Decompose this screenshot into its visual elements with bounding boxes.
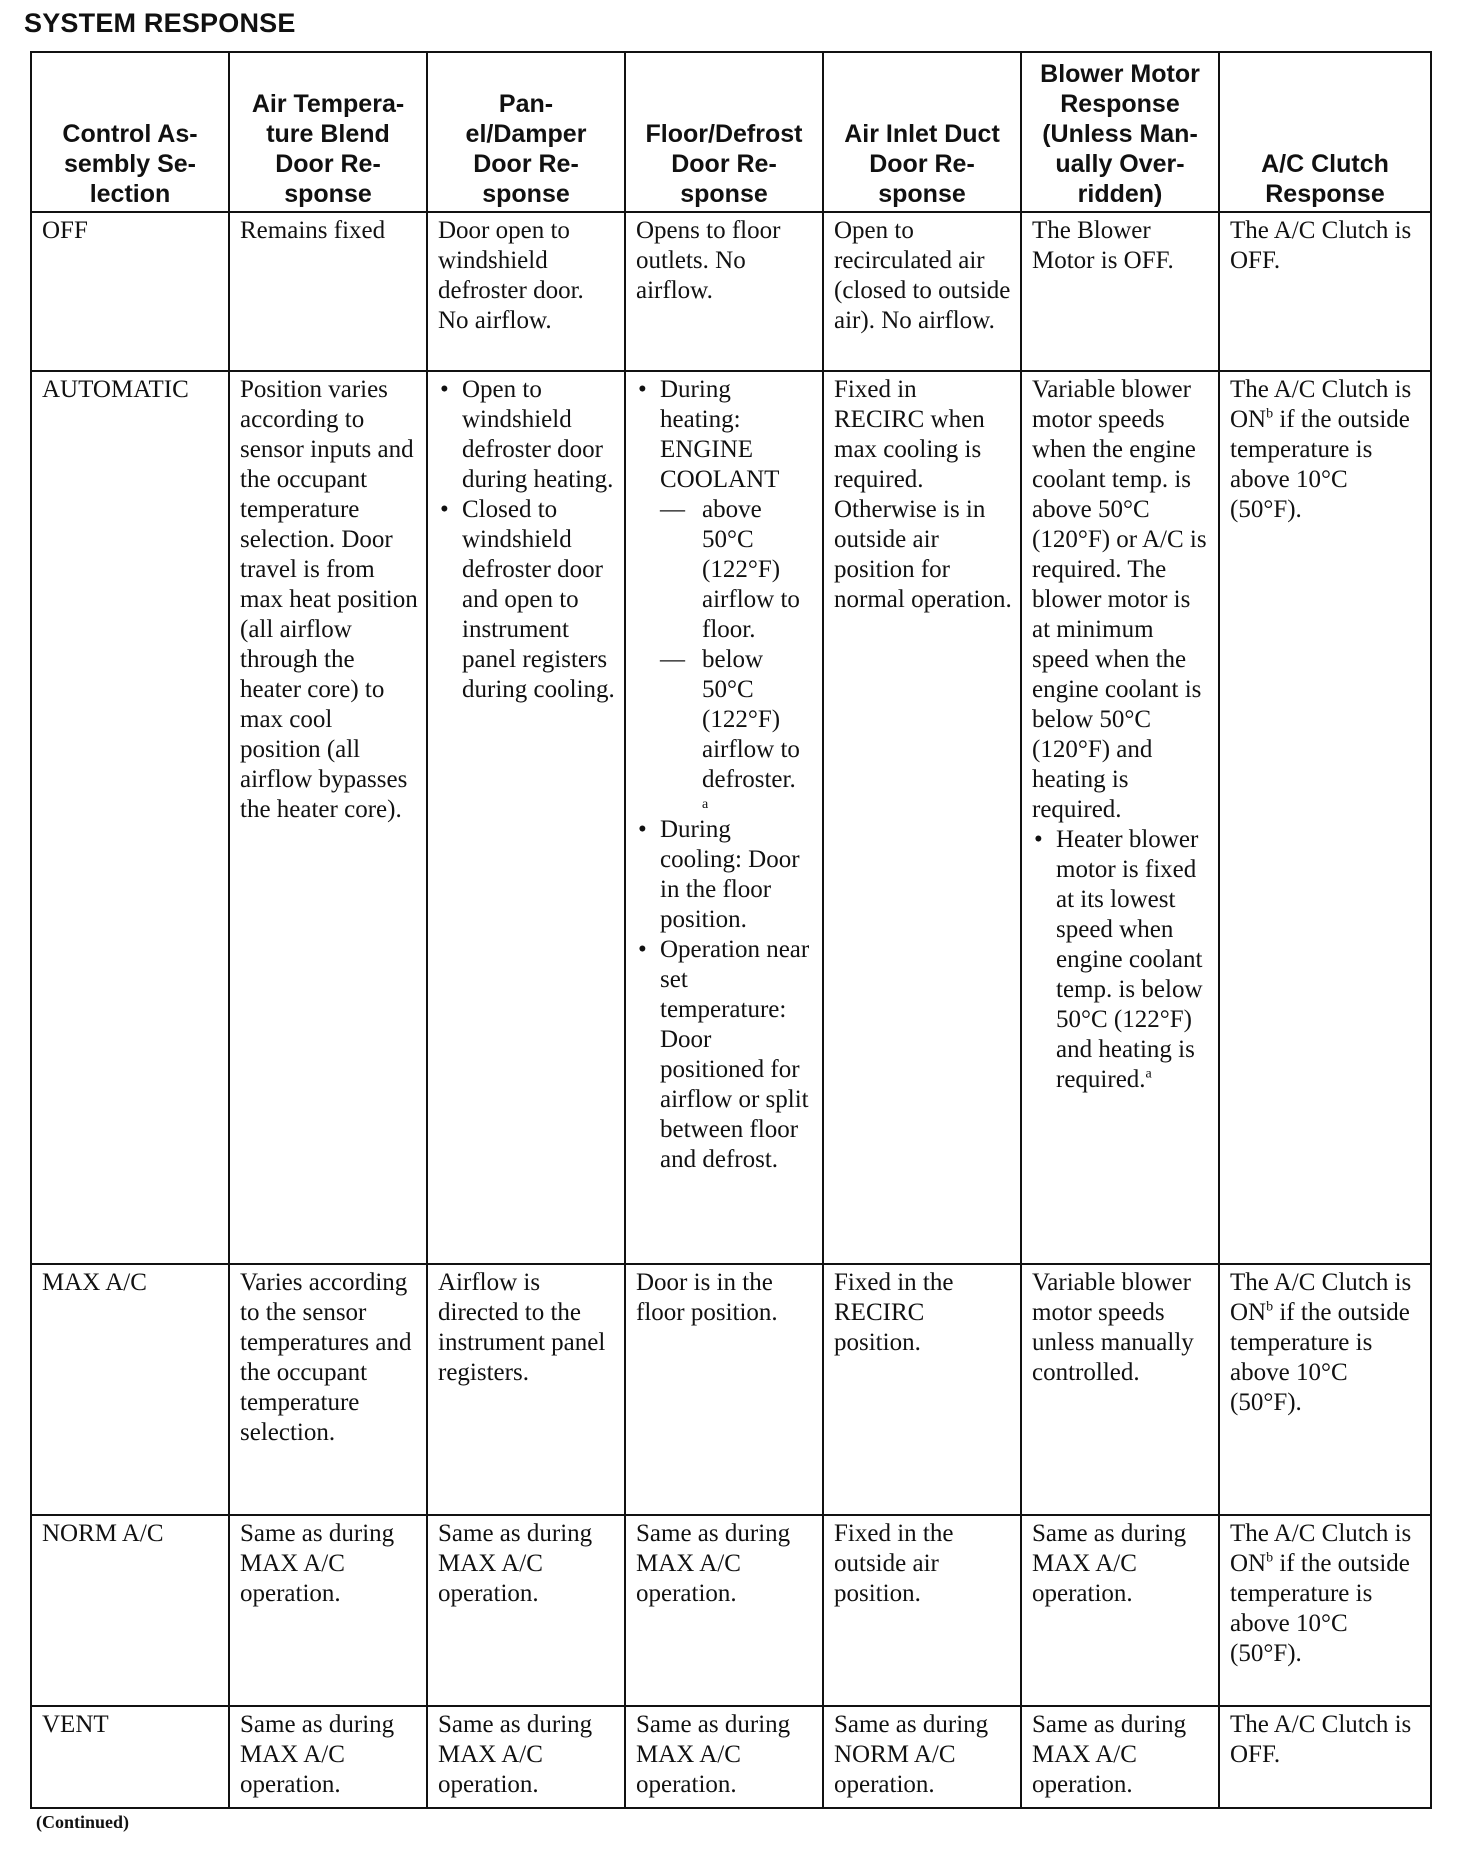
- continued-note: (Continued): [36, 1812, 130, 1832]
- header-text: Blower Motor Response (Unless Man- ually Over- ridden): [1040, 60, 1200, 208]
- col-header-ac-clutch: [1219, 52, 1431, 212]
- list-item: [1032, 825, 1210, 1095]
- header-text: Pan- el/Damper Door Re- sponse: [465, 90, 587, 208]
- clutch-text-rest: if the outside temperature is above 10°C (50°F).: [1230, 1299, 1410, 1416]
- cell-floor: Same as during MAX A/C operation.: [625, 1515, 823, 1706]
- col-header-control-selection: [31, 52, 229, 212]
- list-item: • Closed to windshield defroster door and open to instrument panel registers during cooling.: [438, 495, 616, 705]
- clutch-text-rest: if the outside temperature is above 10°C (50°F).: [1230, 406, 1410, 523]
- list-item: • Open to windshield defroster door during heating.: [438, 375, 616, 495]
- list-item: [636, 375, 814, 815]
- footnote-marker: b: [1266, 406, 1274, 422]
- cell-clutch: [1219, 1264, 1431, 1515]
- cell-panel: Same as during MAX A/C operation.: [427, 1706, 625, 1808]
- cell-panel: [427, 371, 625, 1264]
- cell-blower: The Blower Motor is OFF.: [1021, 212, 1219, 371]
- cell-blower: Same as during MAX A/C operation.: [1021, 1515, 1219, 1706]
- table-row-off: [31, 212, 1431, 371]
- cell-floor: Door is in the floor position.: [625, 1264, 823, 1515]
- cell-blend: Remains fixed: [229, 212, 427, 371]
- system-response-table: [30, 51, 1432, 1809]
- bullet-list: [438, 375, 616, 705]
- list-item: — above 50°C (122°F) airflow to floor.: [660, 495, 814, 645]
- cell-panel: Same as during MAX A/C operation.: [427, 1515, 625, 1706]
- cell-inlet: Fixed in RECIRC when max cooling is required. Otherwise is in outside air position for normal operation.: [823, 371, 1021, 1264]
- cell-blower: Same as during MAX A/C operation.: [1021, 1706, 1219, 1808]
- header-row: [31, 52, 1431, 212]
- dash-list: [660, 495, 814, 795]
- blower-item-text: Heater blower motor is fixed at its lowest speed when engine coolant temp. is below 50°C (122°F) and heating is required.: [1056, 826, 1203, 1093]
- col-header-blower-motor: [1021, 52, 1219, 212]
- table-row-norm-ac: [31, 1515, 1431, 1706]
- footnote-marker: b: [1266, 1550, 1274, 1566]
- col-header-panel-damper-door: [427, 52, 625, 212]
- cell-inlet: Open to recirculated air (closed to outside air). No airflow.: [823, 212, 1021, 371]
- cell-clutch: The A/C Clutch is OFF.: [1219, 212, 1431, 371]
- blower-text: Variable blower motor speeds when the engine coolant temp. is above 50°C (120°F) or A/C is required. The blower motor is at minimum speed when the engine coolant is below 50°C (120°F) and heating is required.: [1032, 376, 1207, 823]
- cell-selection: MAX A/C: [31, 1264, 229, 1515]
- cell-floor: Same as during MAX A/C operation.: [625, 1706, 823, 1808]
- clutch-text: The A/C Clutch is ON: [1230, 1520, 1412, 1577]
- clutch-text-rest: if the outside temperature is above 10°C (50°F).: [1230, 1550, 1410, 1667]
- cell-blend: Same as during MAX A/C operation.: [229, 1706, 427, 1808]
- cell-inlet: Fixed in the outside air position.: [823, 1515, 1021, 1706]
- cell-clutch: The A/C Clutch is OFF.: [1219, 1706, 1431, 1808]
- cell-blower: Variable blower motor speeds unless manually controlled.: [1021, 1264, 1219, 1515]
- clutch-text: The A/C Clutch is ON: [1230, 1269, 1412, 1326]
- clutch-text: The A/C Clutch is ON: [1230, 376, 1412, 433]
- cell-panel: Door open to windshield defroster door. No airflow.: [427, 212, 625, 371]
- list-item: • During cooling: Door in the floor position.: [636, 815, 814, 935]
- cell-floor: [625, 371, 823, 1264]
- cell-blend: Same as during MAX A/C operation.: [229, 1515, 427, 1706]
- cell-inlet: Fixed in the RECIRC position.: [823, 1264, 1021, 1515]
- col-header-air-inlet-door: [823, 52, 1021, 212]
- table-row-max-ac: [31, 1264, 1431, 1515]
- cell-selection: OFF: [31, 212, 229, 371]
- cell-inlet: Same as during NORM A/C operation.: [823, 1706, 1021, 1808]
- table-row-automatic: [31, 371, 1431, 1264]
- col-header-floor-defrost-door: [625, 52, 823, 212]
- header-text: Air Tempera- ture Blend Door Re- sponse: [251, 90, 405, 208]
- col-header-blend-door: [229, 52, 427, 212]
- header-text: Control As- sembly Se- lection: [62, 120, 198, 208]
- header-text: Floor/Defrost Door Re- sponse: [645, 120, 803, 208]
- cell-selection: NORM A/C: [31, 1515, 229, 1706]
- list-item: — below 50°C (122°F) airflow to defroster.: [660, 645, 814, 795]
- page-title: SYSTEM RESPONSE: [24, 8, 296, 38]
- footnote-marker: b: [1266, 1299, 1274, 1315]
- heating-label: During heating: ENGINE COOLANT: [660, 376, 780, 493]
- list-item: • Operation near set temperature: Door positioned for airflow or split between floor and defrost.: [636, 935, 814, 1175]
- cell-clutch: [1219, 1515, 1431, 1706]
- cell-blower: [1021, 371, 1219, 1264]
- cell-floor: Opens to floor outlets. No airflow.: [625, 212, 823, 371]
- footnote-marker: a: [702, 797, 709, 812]
- bullet-list: [636, 375, 814, 1175]
- header-text: A/C Clutch Response: [1261, 150, 1389, 208]
- footnote-marker: a: [1145, 1066, 1152, 1082]
- cell-selection: VENT: [31, 1706, 229, 1808]
- cell-clutch: [1219, 371, 1431, 1264]
- header-text: Air Inlet Duct Door Re- sponse: [844, 120, 1000, 208]
- cell-panel: Airflow is directed to the instrument panel registers.: [427, 1264, 625, 1515]
- bullet-list: [1032, 825, 1210, 1095]
- table-row-vent: [31, 1706, 1431, 1808]
- cell-blend: Varies according to the sensor temperatures and the occupant temperature selection.: [229, 1264, 427, 1515]
- cell-selection: AUTOMATIC: [31, 371, 229, 1264]
- cell-blend: Position varies according to sensor inputs and the occupant temperature selection. Door travel is from max heat position (all airflow through the heater core) to max cool position (all airflow bypasses the heater core).: [229, 371, 427, 1264]
